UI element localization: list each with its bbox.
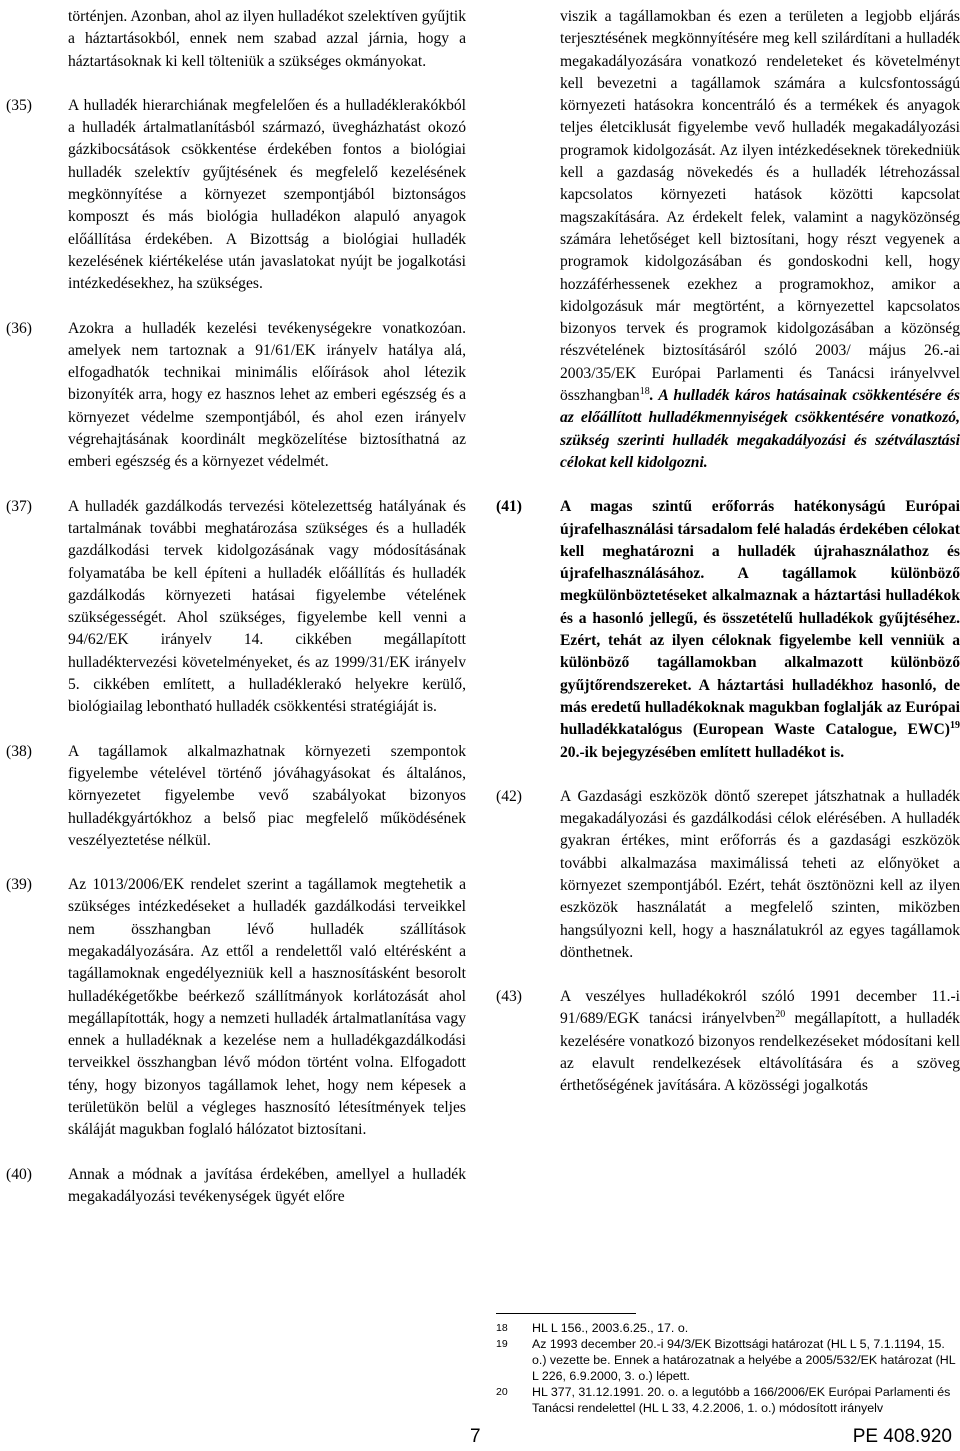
paragraph-number: (39) bbox=[6, 876, 32, 894]
paragraph-text: Annak a módnak a javítása érdekében, amellyel a hulladék megakadályozási tevékenységek ügyét előre bbox=[68, 1165, 466, 1205]
paragraph-41 bbox=[496, 496, 960, 764]
paragraph-intro: történjen. Azonban, ahol az ilyen hulladékot szelektíven gyűjtik a háztartásokból, ennek nem szabad azzal járnia, hogy a háztartásoknak ki kell tölteniük a szükséges okmányokat. bbox=[68, 8, 466, 70]
paragraph-text: A hulladék gazdálkodás tervezési kötelezettség hatályának és tartalmának további meghatározása szükséges és a hulladék gazdálkodási tervek kidolgozásának vagy módosításának folyamatába be kell építeni a hulladék előállítás és hulladék gazdálkodás környezeti hatásai figyelembe vételének szükségességét. Ahol szükséges, figyelembe kell venni a 94/62/EK irányelv 14. cikkében megállapított hulladéktervezési követelményeket, és az 1999/31/EK irányelv 5. cikkében említett, a hulladéklerakó helyekre kerülő, biológiailag lebontható hulladék csökkentési stratégiáját is. bbox=[68, 497, 466, 716]
footnote-number: 18 bbox=[496, 1322, 508, 1334]
paragraph-text: megállapított, a hulladék kezelésére vonatkozó bizonyos rendelkezéseket módosítani kell az elavult rendelkezések eltávolítására és a szöveg érthetőségének javítására. A közösségi jogalkotás bbox=[560, 1010, 960, 1095]
footnote-18 bbox=[496, 1320, 960, 1336]
paragraph-42 bbox=[496, 786, 960, 964]
paragraph-number: (42) bbox=[496, 787, 522, 805]
paragraph-40 bbox=[6, 1164, 466, 1209]
footnote-ref: 20 bbox=[775, 1009, 786, 1021]
footnote-text: HL L 156., 2003.6.25., 17. o. bbox=[532, 1321, 689, 1335]
footnote-rule bbox=[496, 1313, 636, 1314]
footnote-20 bbox=[496, 1384, 960, 1416]
page-number: 7 bbox=[470, 1426, 481, 1447]
paragraph-text: A tagállamok alkalmazhatnak környezeti szempontok figyelembe vételével történő jóváhagyásokat és általános, környezetet figyelembe vevő szabályokat bizonyos hulladékgyártókhoz a belső piac megfelelő működésének veszélyeztetése nélkül. bbox=[68, 742, 466, 849]
paragraph-number: (37) bbox=[6, 497, 32, 515]
footnote-ref: 19 bbox=[950, 720, 960, 732]
paragraph-text: 20.-ik bejegyzésében említett hulladékot is. bbox=[560, 743, 845, 761]
footnotes bbox=[496, 1313, 960, 1416]
left-column bbox=[6, 6, 466, 1208]
paragraph-continuation bbox=[496, 6, 960, 474]
footnote-number: 20 bbox=[496, 1386, 508, 1398]
paragraph-36 bbox=[6, 318, 466, 474]
paragraph-text: A veszélyes hulladékokról szóló 1991 december 11.-i 91/689/EGK tanácsi irányelvben bbox=[560, 988, 960, 1028]
footnote-text: Az 1993 december 20.-i 94/3/EK Bizottsági határozat (HL L 5, 7.1.1194, 15. o.) vezette be. Ennek a határozatnak a helyébe a 2005/532/EK határozat (HL L 226, 6.9.2000, 3. o.) lépett. bbox=[532, 1337, 956, 1383]
footnote-ref: 18 bbox=[639, 385, 650, 397]
right-column bbox=[496, 6, 960, 1098]
paragraph-number: (41) bbox=[496, 498, 522, 516]
paragraph-text: A hulladék hierarchiának megfelelően és a hulladéklerakókból a hulladék ártalmatlanításból származó, üvegházhatást okozó gázkibocsátások csökkentése érdekében fontos a biológiai hulladék szelektív gyűjtésének és megfelelő kezelésének megkönnyítése a környezet szempontjából biztonságos komposzt és más biológia hulladékon alapuló anyagok előállítása érdekében. bbox=[68, 96, 466, 248]
paragraph-38 bbox=[6, 741, 466, 852]
paragraph-text: A Gazdasági eszközök döntő szerepet játszhatnak a hulladék megakadályozási és gazdálkodási célok elérésében. A hulladék gyakran értékes, mint erőforrás és a gazdasági eszközök további alkalmazása maximálissá teheti az előnyöket a környezet szempontjából. Ezért, tehát ösztönözni kell az ilyen eszközök használatát a megfelelő szinten, miközben hangsúlyozni kell, hogy a használatukról az egyes tagállamok dönthetnek. bbox=[560, 787, 960, 961]
paragraph-text: viszik a tagállamokban és ezen a területen a legjobb eljárás terjesztésének megkönnyítésére meg kell szilárdítani a hulladék megakadályozására vonatkozó rendeleteket és követelményt kell bevezetni a tagállamok számára a kulcsfontosságú környezeti hatásokra koncentráló és a termékek és anyagok teljes életciklusát figyelembe vevő hulladék megakadályozási programok kidolgozását. Az ilyen intézkedéseknek törekedniük kell a gazdaság növekedés és a hulladék létrehozással kapcsolatos környezeti hatások közötti kapcsolat magszakítására. Az érdekelt felek, valamint a nagyközönség számára lehetőséget kell biztosítani, hogy részt vegyenek a programok kidolgozásában és gondoskodni kell, hogy hozzáférhessenek ezekhez a programokhoz, amikor a kidolgozásuk már megtörtént, a környezettel kapcsolatos bizonyos tervek és programok kidolgozásában a közönség részvételének biztosításáról szóló 2003/ május 26.-ai 2003/35/EK Európai Parlamenti és Tanácsi irányelvvel összhangban bbox=[560, 8, 960, 405]
paragraph-35 bbox=[6, 95, 466, 296]
paragraph-text: Az 1013/2006/EK rendelet szerint a tagállamok megtehetik a szükséges intézkedéseket a hulladék gazdálkodási terveikkel nem összhangban lévő hulladék szállítások megakadályozására. Az ettől a rendelettől való eltérésként a tagállamoknak engedélyezniük kell a hasznosításként besorolt hulladékégetőkbe beérkező szállítmányok korlátozását ahol megállapították, hogy a nemzeti hulladék ártalmatlanítása vagy ennek a hulladéknak a kezelése nem a hulladékgazdálkodási terveikkel összhangban lévő módon történt volna. Elfogadott tény, hogy bizonyos tagállamok lehet, hogy nem képesek a területükön belül a végleges hasznosító létesítmények teljes skáláját magukban foglaló hálózatot biztosítani. bbox=[68, 876, 466, 1139]
footnote-text: HL 377, 31.12.1991. 20. o. a legutóbb a 166/2006/EK Európai Parlamenti és Tanácsi rendelettel (HL L 33, 4.2.2006, 1. o.) módosított irányelv bbox=[532, 1385, 951, 1415]
paragraph-number: (40) bbox=[6, 1165, 32, 1183]
paragraph-text-emphasis: . A hulladék káros hatásainak csökkentésére és az előállított hulladékmennyiségek csökkentésére vonatkozó, szükség szerinti hulladék megakadályozási és szétválasztási célokat kell kidolgozni. bbox=[560, 387, 960, 471]
paragraph-39 bbox=[6, 874, 466, 1142]
paragraph-text: A Bizottság a biológiai hulladék kezelésének kiértékelése után javaslatokat nyújt be jogalkotási intézkedésekhez, ha szükséges. bbox=[68, 230, 466, 293]
paragraph-number: (43) bbox=[496, 988, 522, 1006]
paragraph-text: Azokra a hulladék kezelési tevékenységekre vonatkozóan. amelyek nem tartoznak a 91/61/EK irányelv hatálya alá, elfogadhatók technikai minimális előírások ahol létezik bizonyíték arra, hogy ez hasznos lehet az emberi egészség és a környezet védelme szempontjából, és ahol ezen irányelv végrehajtásának koordinált megközelítése biztosíthatná az emberi egészség és a környezet védelmét. bbox=[68, 319, 466, 471]
paragraph-number: (35) bbox=[6, 96, 32, 114]
footnote-19 bbox=[496, 1336, 960, 1384]
paragraph-number: (36) bbox=[6, 319, 32, 337]
paragraph-text: A magas szintű erőforrás hatékonyságú Európai újrafelhasználási társadalom felé haladás érdekében célokat kell meghatározni a hulladék újrahasználathoz és újrafelhasználásához. A tagállamok különböző megkülönböztetéseket alkalmaznak a háztartási hulladékok és a hasonló jellegű, és összetételű hulladékok gyűjtéséhez. Ezért, tehát az ilyen céloknak figyelembe kell venniük a különböző tagállamokban alkalmazott különböző gyűjtőrendszereket. A háztartási hulladékhoz hasonló, de más eredetű hulladékoknak magukban foglalják az Európai hulladékkatalógus (European Waste Catalogue, EWC) bbox=[560, 498, 960, 739]
document-reference: PE 408.920 bbox=[852, 1426, 952, 1447]
paragraph-37 bbox=[6, 496, 466, 719]
paragraph-number: (38) bbox=[6, 742, 32, 760]
footnote-number: 19 bbox=[496, 1338, 508, 1350]
paragraph-43 bbox=[496, 986, 960, 1097]
